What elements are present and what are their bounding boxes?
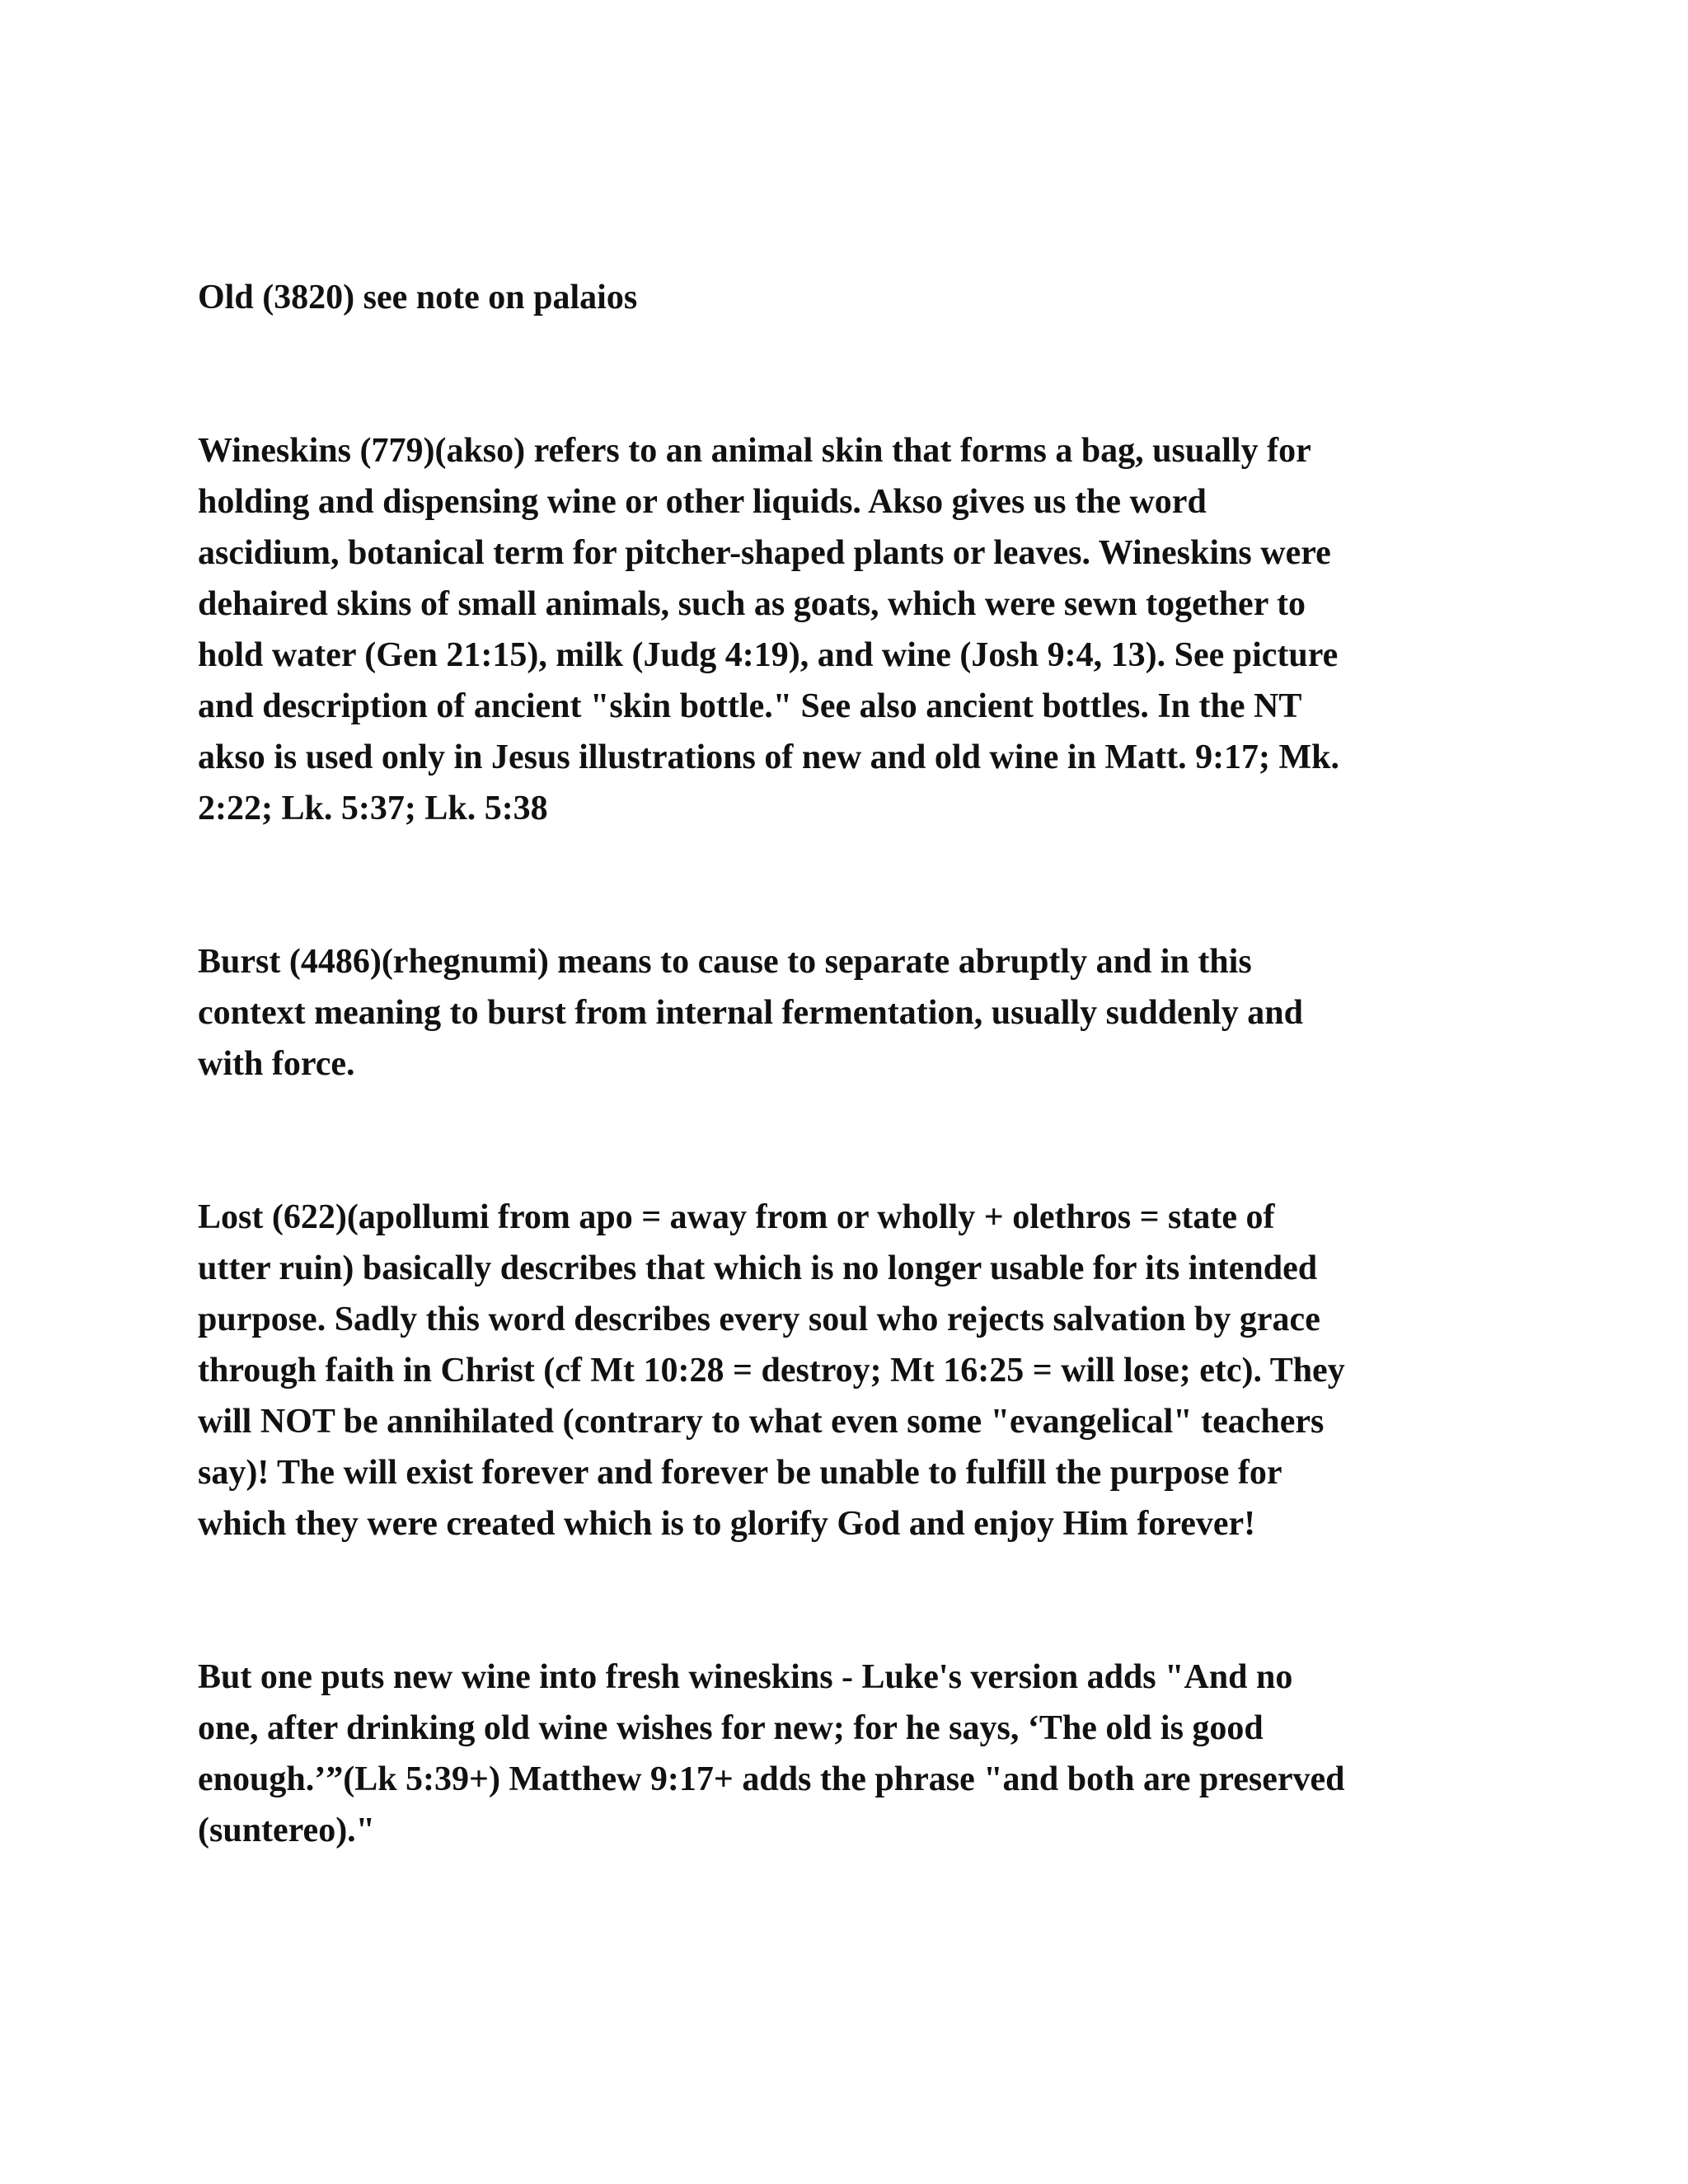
paragraph-old: Old (3820) see note on palaios (198, 279, 638, 316)
paragraph-burst: Burst (4486)(rhegnumi) means to cause to separate abruptly and in this context meaning to burst from internal fermentation, usually suddenly and with force. (198, 943, 1303, 1083)
document-body (198, 272, 1484, 1856)
paragraph-wineskins: Wineskins (779)(akso) refers to an animal skin that forms a bag, usually for holding and dispensing wine or other liquids. Akso gives us the word ascidium, botanical term for pitcher-shaped plants or leaves. Wineskins were dehaired skins of small animals, such as goats, which were sewn together to hold water (Gen 21:15), milk (Judg 4:19), and wine (Josh 9:4, 13). See picture and description of ancient "skin bottle." See also ancient bottles. In the NT akso is used only in Jesus illustrations of new and old wine in Matt. 9:17; Mk. 2:22; Lk. 5:37; Lk. 5:38 (198, 432, 1340, 827)
paragraph-new-wine: But one puts new wine into fresh wineskins - Luke's version adds "And no one, after drinking old wine wishes for new; for he says, ‘The old is good enough.’”(Lk 5:39+) Matthew 9:17+ adds the phrase "and both are preserved (suntereo)." (198, 1658, 1345, 1849)
paragraph-lost: Lost (622)(apollumi from apo = away from or wholly + olethros = state of utter ruin) basically describes that which is no longer usable for its intended purpose. Sadly this word describes every soul who rejects salvation by grace through faith in Christ (cf Mt 10:28 = destroy; Mt 16:25 = will lose; etc). They will NOT be annihilated (contrary to what even some "evangelical" teachers say)! The will exist forever and forever be unable to fulfill the purpose for which they were created which is to glorify God and enjoy Him forever! (198, 1198, 1345, 1543)
